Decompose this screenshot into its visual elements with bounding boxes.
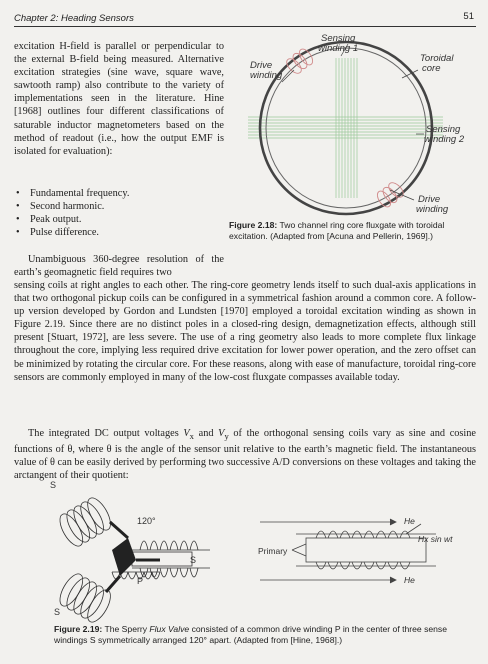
toroidal-core-inner [266, 48, 426, 208]
figure-2-18-ring-core-diagram [228, 30, 478, 220]
label-s-bottom: S [54, 607, 61, 617]
page-number: 51 [463, 11, 474, 22]
sense-coil-bottom [55, 570, 115, 625]
label-sensing-winding-1: Sensing winding 1 [318, 33, 359, 54]
list-item: • Peak output. [14, 213, 224, 226]
label-p: P [137, 576, 144, 586]
label-he-bottom: He [404, 575, 415, 585]
figure-2-19-flux-valve-diagram [40, 480, 235, 630]
paragraph-readout-methods: excitation H-field is parallel or perpendicular to the external B-field being measured. Alternative excitation strategies (sine wave, square wave, sawtooth ramp) also contribute to the variety of implementations seen in the literature. Hine [1968] outlines four different classifications of saturable inductor magnetometers based on the method of readout (i.e., how the output EMF is isolated for evaluation): [14, 41, 224, 157]
label-sensing-winding-2: Sensing winding 2 [424, 124, 465, 145]
toroidal-core-outer [260, 42, 432, 214]
paragraph-dc-output: The integrated DC output voltages $V_x$ and $V_y$ of the orthogonal sensing coils vary as sine and cosine functions of θ, where θ is the angle of the sensor unit relative to the earth’s magnetic field. The instantaneous value of θ can be easily derived by performing two successive A/D conversions on these voltages and taking the arctangent of their quotient: [14, 428, 476, 482]
label-primary: Primary [258, 546, 288, 556]
label-toroidal-core: Toroidal core [420, 53, 454, 74]
label-drive-winding-top: Drive winding [250, 60, 283, 81]
chapter-title: Chapter 2: Heading Sensors [14, 13, 134, 24]
page-header [14, 10, 476, 27]
list-item: • Fundamental frequency. [14, 187, 224, 200]
list-item: • Second harmonic. [14, 200, 224, 213]
label-hx-sin-wt: Hx sin wt [418, 534, 453, 544]
label-he-top: He [404, 516, 415, 526]
list-item: • Pulse difference. [14, 226, 224, 239]
label-120-degrees: 120° [137, 516, 156, 526]
sensing-winding-1-lines [336, 58, 357, 198]
paragraph-resolution-start: Unambiguous 360-degree resolution of the earth’s geomagnetic field requires two [14, 254, 224, 279]
sense-coil-top [55, 494, 115, 549]
figure-2-18-caption: Figure 2.18: Two channel ring core fluxgate with toroidal excitation. (Adapted from [Acuna and Pellerin, 1969].) [229, 220, 445, 241]
sensing-winding-2-lines [248, 117, 443, 138]
figure-2-19-caption: Figure 2.19: The Sperry Flux Valve consisted of a common drive winding P in the center of three sense windings S symmetrically arranged 120° apart. (Adapted from [Hine, 1968].) [54, 624, 447, 645]
paragraph-ring-core: sensing coils at right angles to each other. The ring-core geometry lends itself to such dual-axis applications in that two orthogonal pickup coils can be configured in a symmetrical fashion around a common core. A follow-up version developed by Gordon and Lundsten [1970] employed a toroidal excitation winding as shown in Figure 2.19. Since there are no distinct poles in a closed-ring design, demagnetization effects, although still present [Stuart, 1972], are less severe. The use of a ring geometry also leads to more complete flux linkage throughout the core, implying less required drive excitation for lower power operation, and the zero offset can be minimized by rotating the circular core. For these reasons, along with ease of manufacture, toroidal ring-core sensors are commonly employed in many of the low-cost fluxgate compasses available today. [14, 280, 476, 383]
readout-classification-list [14, 187, 224, 239]
center-core [112, 538, 136, 576]
label-s-top: S [50, 480, 57, 490]
label-s-right: S [190, 555, 197, 565]
figure-2-19-core-diagram [256, 514, 471, 586]
label-drive-winding-bottom: Drive winding [416, 194, 449, 215]
